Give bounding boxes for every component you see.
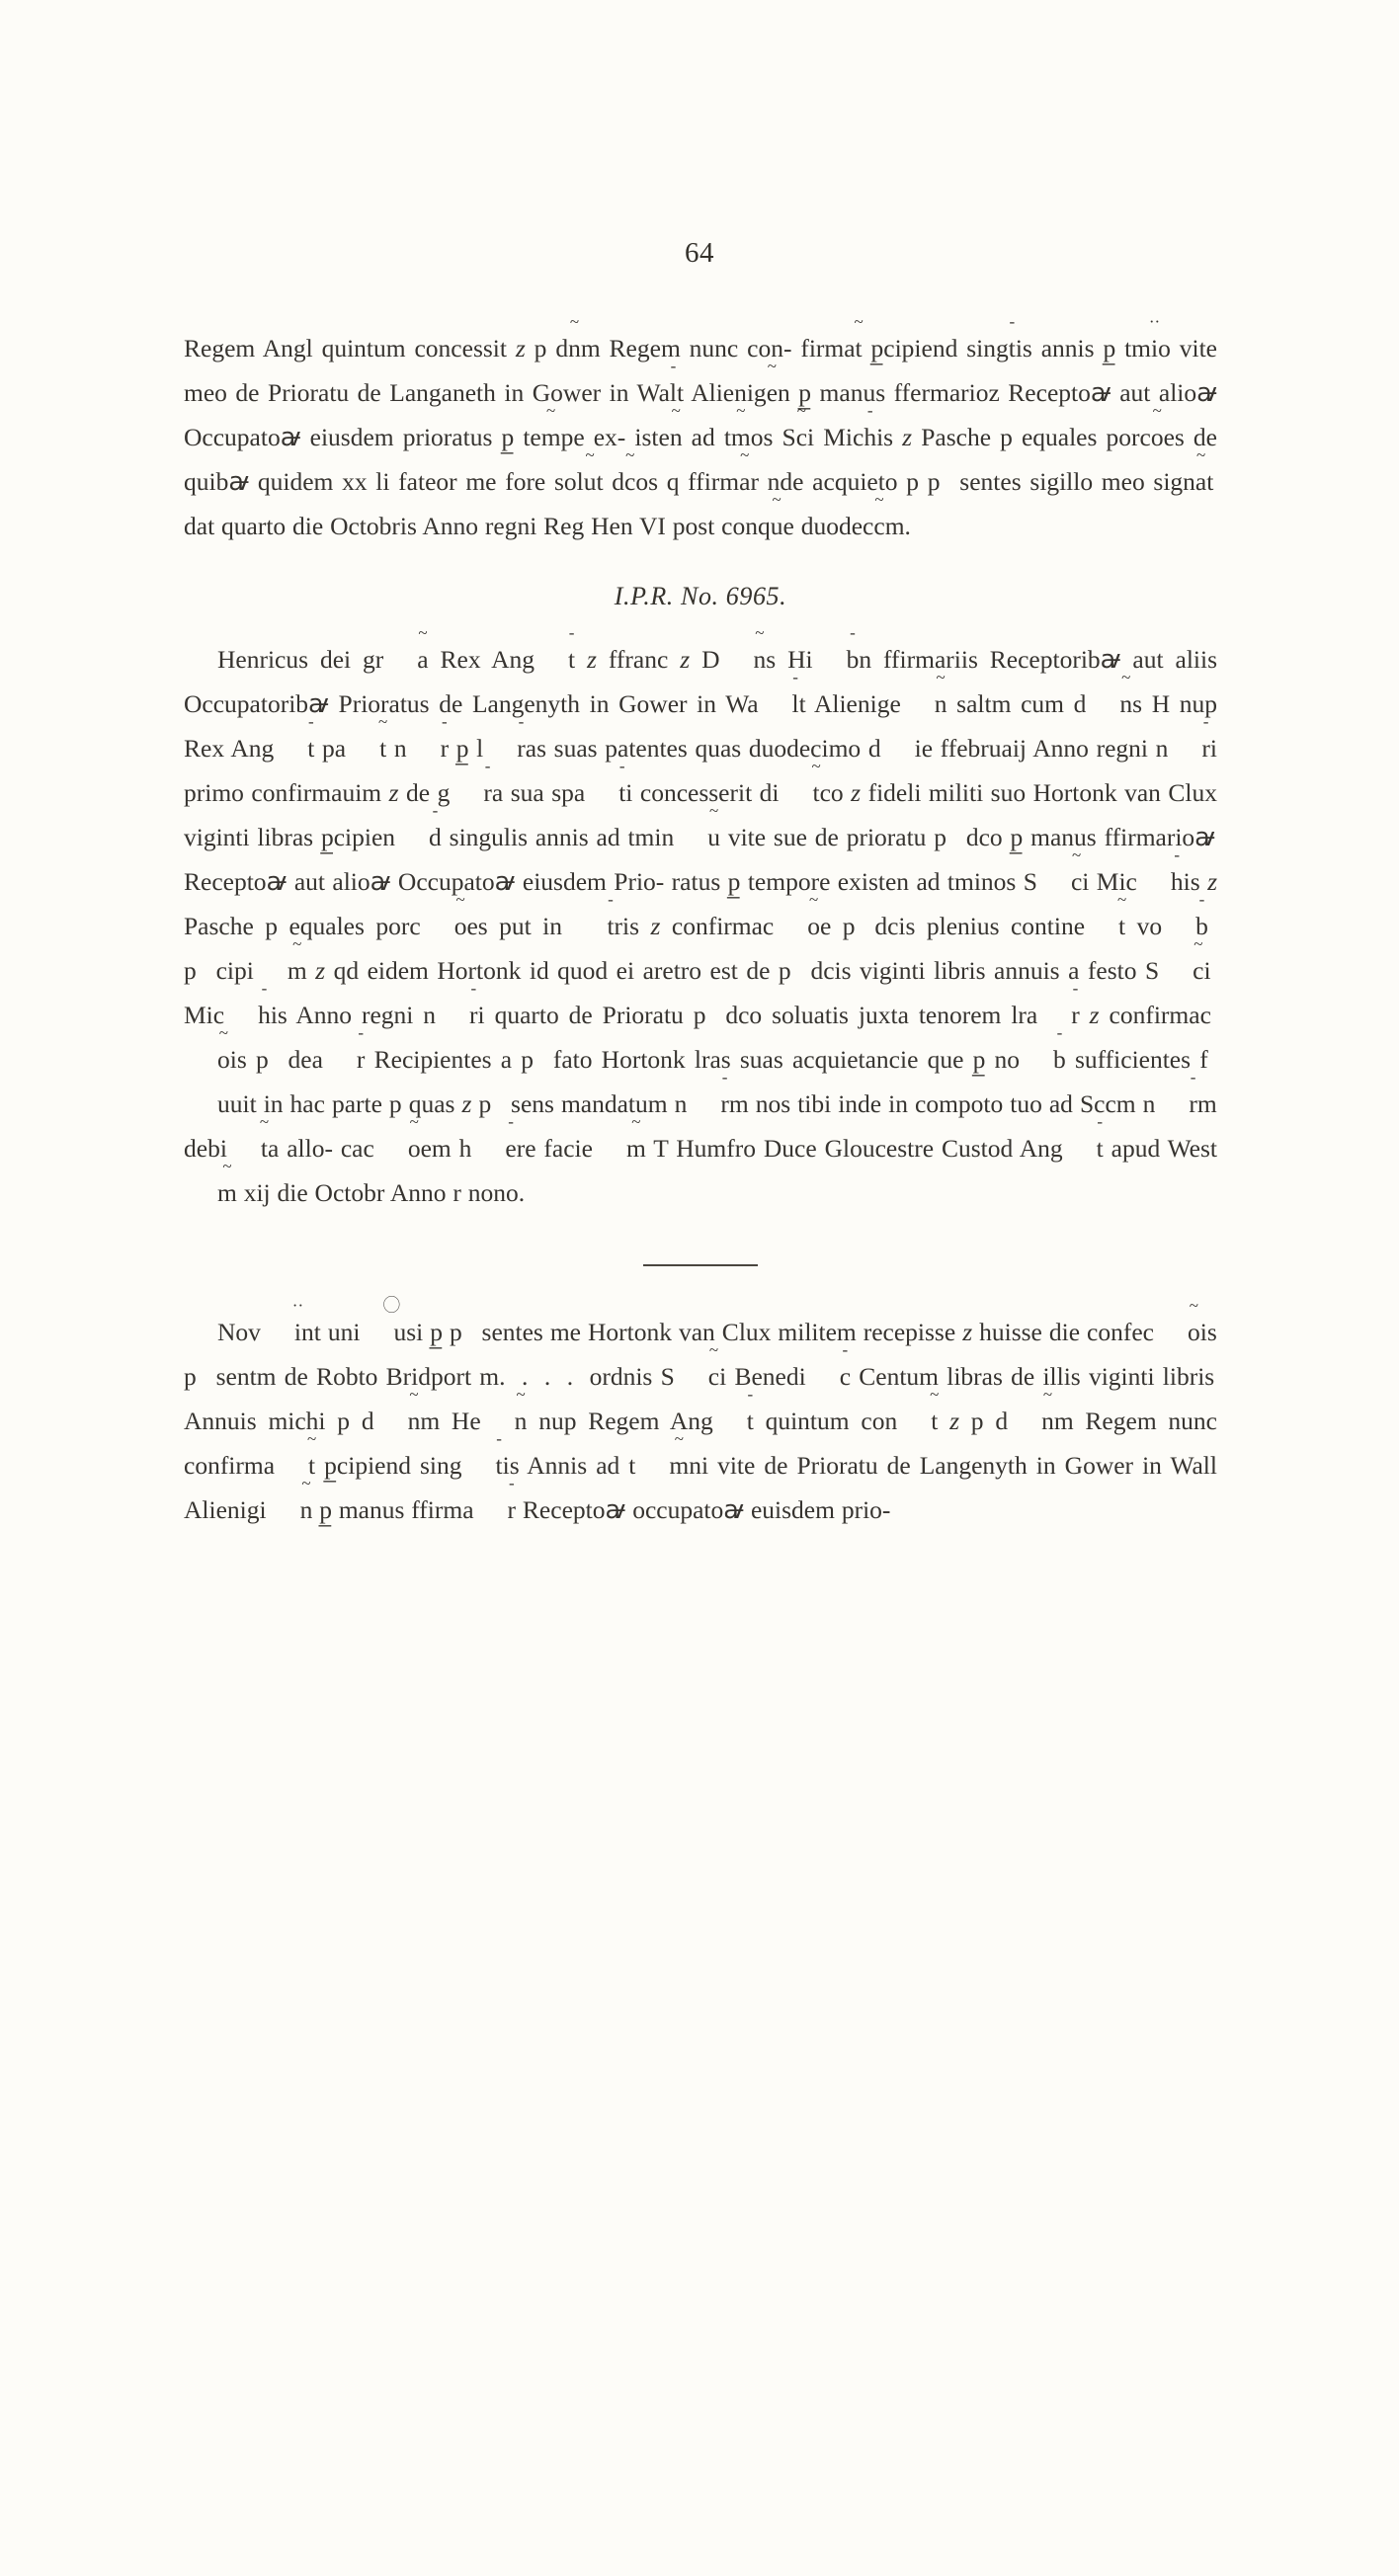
paragraph-3: Nov i ··nt uni u ⃝si p̲ p⃝sentes me Hortonk van Clux militem recepisse z huisse die confec o ~is p⃝sentm de Robto Bridport m. . . . ordnis S c ~i Benedi c - Centum libras de illis viginti libris Annuis michi p d n ~m He n ~ nup Regem Ang t - quintum con t ~ z p d n ~m Regem nunc confirma t ~ p̲cipiend sing t -is Annis ad t m ~ni vite de Prioratu de Langenyth in Gower in Wall Alienigi n ~ p̲ manus ffirma r - Receptoꜻ occupatoꜻ euisdem prio- <box>184 1310 1217 1532</box>
record-reference-heading: I.P.R. No. 6965. <box>614 582 787 610</box>
page-number: 64 <box>685 237 714 269</box>
section-divider <box>643 1264 758 1266</box>
paragraph-1: Regem Angl quintum concessit z p dn ~m Regem nunc con- firmat ~ p̲cipiend singt -is annis p̲ tmi ··o vite meo de Prioratu de Langaneth in Gower in Wal -t Alienige ~n p̲ manus ffermarioz Receptoꜻ aut alioꜻ Occupatoꜻ eiusdem prioratus p̲ tem ~pe ex- isten ~ ad tm ~os Sc ~i Mich -is z Pasche p equales porco ~es de quibꜻ quidem xx li fateor me fore solu ~t dc ~os q ffirma ~r nde acquieto p p⃝sentes sigillo meo signa ~t dat quarto die Octobris Anno regni Reg Hen VI post conqu ~e duodecc ~m. <box>184 326 1217 548</box>
page-content <box>184 326 1217 1532</box>
paragraph-2: Henricus dei gr a ~ Rex Ang t - z ffranc z D n ~s Hi b -n ffirmariis Receptoribꜻ aut aliis Occupatoribꜻ Prioratus de Langenyth in Gower in Wa l -t Alienige n ~ saltm cum d n ~s H nup Rex Ang t - pa t ~ n r - p̲ l r -as suas patentes quas duodecimo d ie ffebruaij Anno regni n r -i primo confirmauim z de g r -a sua spa t -i concesserit di t ~co z fideli militi suo Hortonk van Clux viginti libras p̲cipien d - singulis annis ad tmin u ~ vite sue de prioratu p⃝dco p̲ manus ffirmarioꜻ Receptoꜻ aut alioꜻ Occupatoꜻ eiusdem Prio- ratus p̲ tempore existen ad tminos S c ~i Mic h -is z Pasche p equales porc o ~es put in t -ris z confirmac o ~e p⃝dcis plenius contine t ~ vo b - p⃝cipi m ~ z qd eidem Hortonk id quod ei aretro est de p⃝dcis viginti libris annuis a festo S c ~i Mic h -is Anno regni n r -i quarto de Prioratu p⃝dco soluatis juxta tenorem lra r - z confirmaco ~is p⃝dea r - Recipientes a p⃝fato Hortonk lras suas acquietancie que p̲ no b - sufficientes fuuit in hac parte p quas z p⃝sens mandatum n r -m nos tibi inde in compoto tuo ad Sccm n r -m debi t ~a allo- cac o ~em h e -re facie m ~ T Humfro Duce Gloucestre Custod Ang t - apud Westm ~ xij die Octobr Anno r nono. <box>184 637 1217 1215</box>
